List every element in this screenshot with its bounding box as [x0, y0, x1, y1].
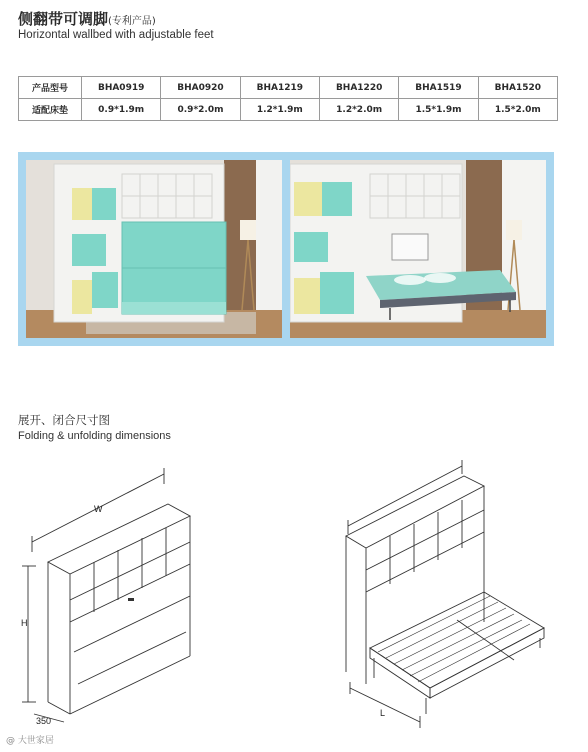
table-cell-size: 1.2*2.0m	[319, 99, 398, 121]
table-cell-size: 1.2*1.9m	[240, 99, 319, 121]
dim-w-label: W	[94, 504, 103, 514]
product-photos-frame	[18, 152, 554, 346]
table-cell-model: BHA1519	[399, 77, 478, 99]
drawing-folded	[18, 452, 218, 732]
page-title	[18, 8, 156, 29]
table-cell-model: BHA0919	[82, 77, 161, 99]
table-cell-model: BHA1220	[319, 77, 398, 99]
row-label-model: 产品型号	[19, 77, 82, 99]
table-cell-size: 1.5*1.9m	[399, 99, 478, 121]
dim-depth-label: 350	[36, 716, 52, 726]
photo-bed-closed	[26, 160, 282, 338]
table-cell-size: 0.9*1.9m	[82, 99, 161, 121]
table-cell-model: BHA1520	[478, 77, 557, 99]
table-row-models	[19, 77, 558, 99]
table-cell-size: 1.5*2.0m	[478, 99, 557, 121]
row-label-bed: 适配床垫	[19, 99, 82, 121]
page-subtitle: Horizontal wallbed with adjustable feet	[18, 29, 214, 41]
table-cell-size: 0.9*2.0m	[161, 99, 240, 121]
section-title: 展开、闭合尺寸图	[18, 413, 110, 427]
dim-l-label: L	[380, 708, 386, 718]
table-cell-model: BHA1219	[240, 77, 319, 99]
title-note: (专利产品)	[108, 16, 156, 27]
title-cn: 侧翻带可调脚	[18, 10, 109, 28]
table-row-sizes	[19, 99, 558, 121]
dim-h-label: H	[21, 618, 28, 628]
drawing-unfolded	[334, 452, 564, 732]
spec-table	[18, 76, 558, 121]
section-subtitle: Folding & unfolding dimensions	[18, 430, 171, 442]
table-cell-model: BHA0920	[161, 77, 240, 99]
watermark: @ 大世家居	[6, 736, 54, 746]
photo-bed-open	[290, 160, 546, 338]
